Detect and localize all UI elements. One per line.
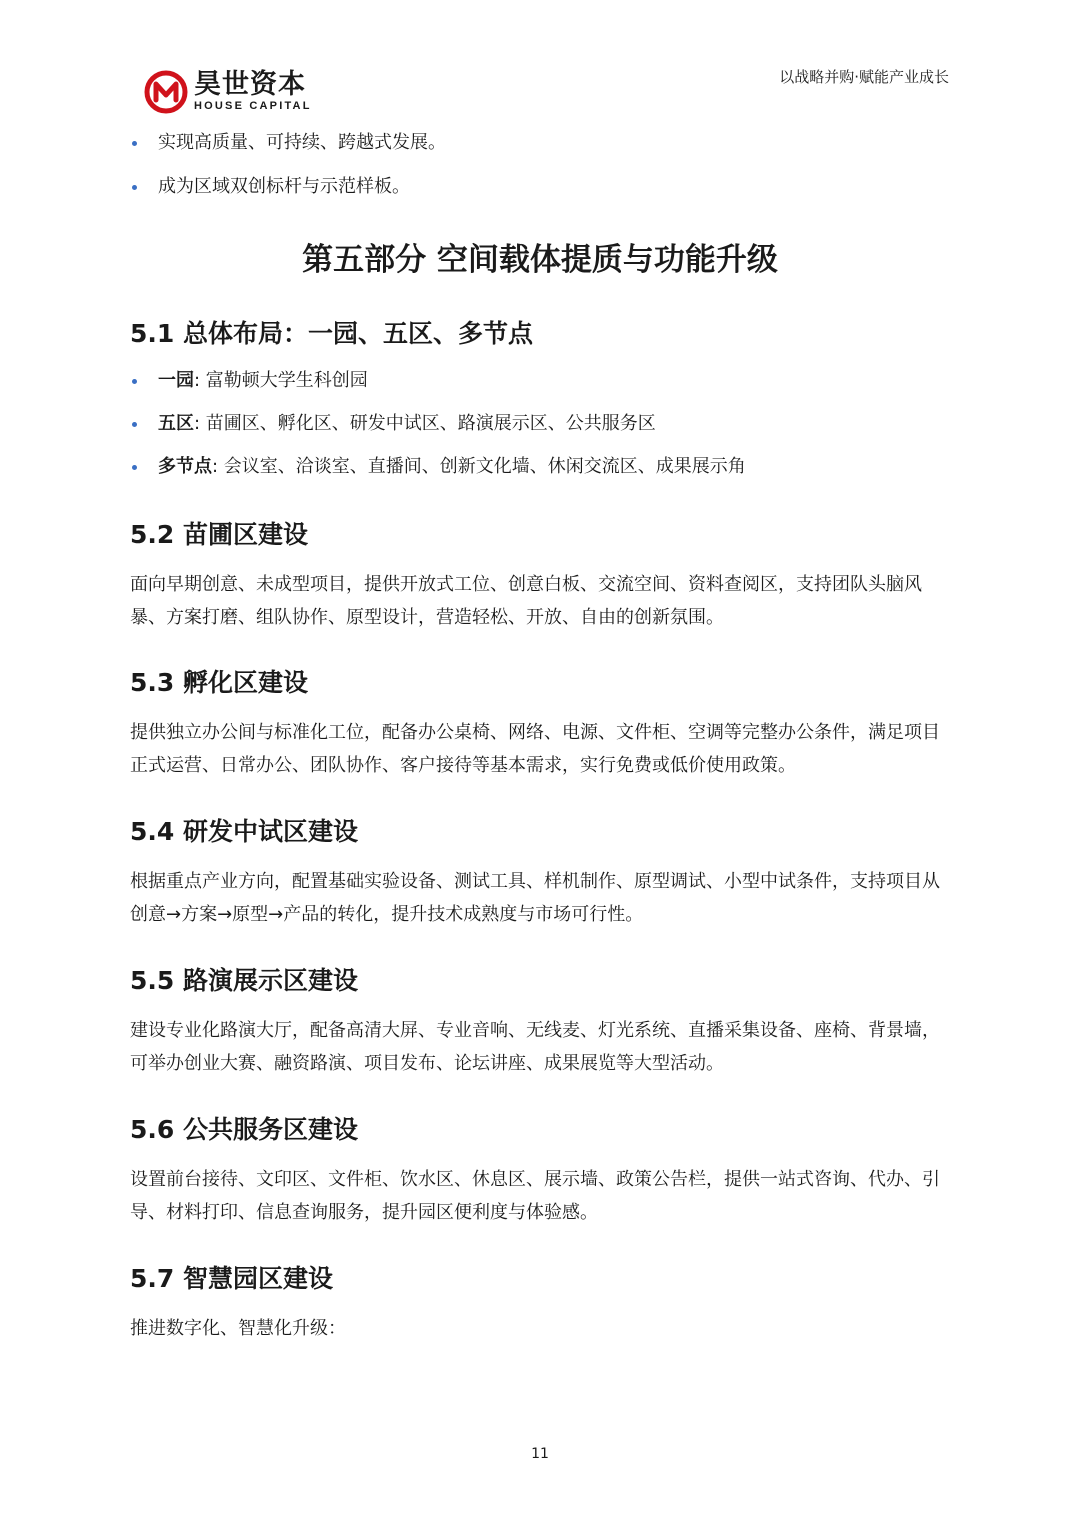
list-item: 一园: 富勒顿大学生科创园 [130,370,950,392]
page-content [130,125,950,1345]
section-heading-5-4: 5.4 研发中试区建设 [130,817,358,846]
section-text-5-5: 建设专业化路演大厅，配备高清大屏、专业音响、无线麦、灯光系统、直播采集设备、座椅、背景墙，可举办创业大赛、融资路演、项目发布、论坛讲座、成果展览等大型活动。 [130,1020,940,1074]
section-text-5-4: 根据重点产业方向，配置基础实验设备、测试工具、样机制作、原型调试、小型中试条件，支持项目从创意→方案→原型→产品的转化，提升技术成熟度与市场可行性。 [130,871,940,925]
section-heading-5-7: 5.7 智慧园区建设 [130,1264,333,1293]
bullet-icon [132,422,137,427]
layout-bullet-list [130,370,950,478]
bullet-icon [132,185,137,190]
logo-english-name: HOUSE CAPITAL [194,100,312,112]
section-heading-5-5: 5.5 路演展示区建设 [130,966,358,995]
bullet-icon [132,465,137,470]
section-text-5-7: 推进数字化、智慧化升级： [130,1318,346,1339]
list-item: 多节点: 会议室、洽谈室、直播间、创新文化墙、休闲交流区、成果展示角 [130,456,950,478]
list-item: 成为区域双创标杆与示范样板。 [130,176,950,198]
house-capital-logo-icon [144,70,188,114]
page-number: 11 [531,1446,549,1462]
section-heading-5-3: 5.3 孵化区建设 [130,668,308,697]
section-text-5-3: 提供独立办公间与标准化工位，配备办公桌椅、网络、电源、文件柜、空调等完整办公条件，满足项目正式运营、日常办公、团队协作、客户接待等基本需求，实行免费或低价使用政策。 [130,722,940,776]
bullet-icon [132,379,137,384]
list-item: 实现高质量、可持续、跨越式发展。 [130,132,950,154]
logo-chinese-name: 昊世资本 [194,69,306,100]
section-heading-5-1: 5.1 总体布局：一园、五区、多节点 [130,319,533,348]
section-heading-5-2: 5.2 苗圃区建设 [130,520,308,549]
list-item: 五区: 苗圃区、孵化区、研发中试区、路演展示区、公共服务区 [130,413,950,435]
page-header [0,0,1080,125]
part-title: 第五部分 空间载体提质与功能升级 [302,242,778,278]
intro-bullet-list [130,132,950,198]
section-heading-5-6: 5.6 公共服务区建设 [130,1115,358,1144]
section-text-5-2: 面向早期创意、未成型项目，提供开放式工位、创意白板、交流空间、资料查阅区，支持团队头脑风暴、方案打磨、组队协作、原型设计，营造轻松、开放、自由的创新氛围。 [130,574,922,628]
company-logo [144,70,312,114]
section-text-5-6: 设置前台接待、文印区、文件柜、饮水区、休息区、展示墙、政策公告栏，提供一站式咨询、代办、引导、材料打印、信息查询服务，提升园区便利度与体验感。 [130,1169,940,1223]
bullet-icon [132,141,137,146]
header-slogan: 以战略并购·赋能产业成长 [779,68,949,86]
